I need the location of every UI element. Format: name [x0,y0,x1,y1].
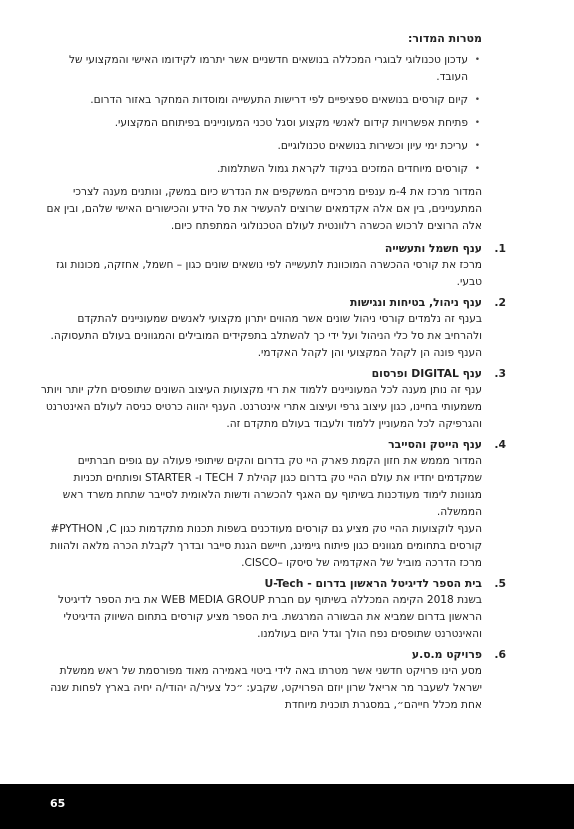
list-item: • עדכון טכנולוגי לבוגרי המכללה בנושאים חדשניים אשר יתרמו לקידומו האישי והמקצועי של העובד. [40,52,482,86]
branch-number: .4 [494,438,506,451]
branch-heading [40,240,506,257]
branch-title: ענף חשמל ותעשייה [384,242,482,255]
list-item: • קורסים מיוחדים המזכים בניקוד לקראת גמול השתלמות. [40,161,482,178]
section-title: מטרות המדור: [408,32,482,45]
branch-body: המדור מממש את חזון הקמת פארק היי טק בדרום והקים שיתופי פעולה עם גופים חברתיים שמקדמים יחדיו את עולם ההיי טק בדרום כגון קהילת 7 TECH ו- STARTER ופותחים תכניות מגוונות לימוד מעודכנות בשיתוף עם האגף להכשרה ודשות הלאומית לסייבר שתחת משרד ראש הממשלה. [62,455,482,518]
goals-list [40,52,482,178]
branch-title: פרויקט מ.ס.ע [411,648,482,661]
branch-utech [40,575,506,643]
branch-title: ענף ניהול, בטיחות ונגישות [350,296,482,309]
branch-number: .1 [494,242,506,255]
branch-masa [40,646,506,714]
branch-title: ענף הייטק והסייבר [388,438,482,451]
branch-body-continued: הענף לוקצועות ההיי טק מציע גם קורסים מעודכנים בשפות תכנות מתקדמות כגון PYTHON ,C# קורסים בתחומים מגוונים כגון פיתוח גיימינג, חיישם הגנת סייבר ובדרך לקבלת הכרה מלאה ולהוות מרכז הדרכה מוביל של האקדמיה של סיסקו –CISCO. [50,523,482,569]
page-content [40,30,506,717]
branch-heading [40,294,506,311]
footer-band [0,784,574,829]
branch-title: בית הספר לדיגיטל הראשון בדרום - U-Tech [264,577,482,590]
branch-body: מסע הינו פרויקט חדשני אשר מטרתו באה לידי ביטוי באמירה מאוד מפורסמת של ראש ממשלת ישראל לשעבר מר אריאל שרון יוזם הפרויקט, שקבע: ״כל צעיר/ה יהודי/ה יחיה בארץ לפחות שנה אחת מכלל חייהם״, במסגרת תוכנית מיוחדת [50,665,482,711]
branch-digital [40,365,506,433]
branch-heading [40,575,506,592]
branch-number: .6 [494,648,506,661]
branch-body: בשנת 2018 הקימה המכללה בשיתוף עם חברת WEB MEDIA GROUP את בית הספר לדיגיטל הראשון בדרום שמביא את הבשורה המרגשת. בית הספר מציע קורסים בתחום השיווק הדיגיטלי והאינטרנט שתופסים נפח הולך וגדל היום בעולמנו. [57,594,482,640]
intro-paragraph: המדור מרכז את 4-מ ענפים מרכזיים המשקפים את הנדרש כיום במשק, ונותנים מענה לצרכי המתעניינים, בין אם אלה אקדמאים שרוצים להעשיר את סל הידע והכישורים האישי שלהם, ובין אם אלה הרוצים לרכוש הכשרה רלוונטית לעולם הטכנולוגי המתפתח כיום. [46,186,482,232]
branch-body: ענף זה נותן מענה לכל המעוניינים ללמוד את רזי מקצועות העיצוב השונים שתופסים חלק יותר ויותר משמעותי בחיינו, כגון עיצוב גרפי ועיצוב אתרי אינטרנט. הענף יהווה כרטיס כניסה לעולם האינטרנט והגרפיקה לכל המעוניין ללמוד ולעבוד בעולם מתקדם זה. [40,384,482,430]
branch-hitech [40,436,506,572]
branch-heading [40,365,506,382]
branch-number: .2 [494,296,506,309]
branch-heading [40,436,506,453]
branch-body: בענף זה נלמדים קורסי ניהול שונים אשר מהווים יתרון מקצועי לאנשים שמעוניינים להתקדם ולהרחיב את סל כלי הניהול ועל ידי כך להשתלב בתפקידים המובילים והמגוונים בעולם התעסוקה. הענף פונה הן לקהל המקצועי והן לקהל האקדמי. [50,313,482,359]
list-item: • קיום קורסים בנושאים ספציפיים לפי דרישות התעשייה ומוסדות המחקר באזור הדרום. [40,92,482,109]
list-item: • פתיחת אפשרויות קידום לאנשי מקצוע וסגל טכני המעוניינים בפיתוחם המקצועי. [40,115,482,132]
list-item: • עריכת ימי עיון וכשירות בנושאים טכנולוגיים. [40,138,482,155]
page-number: 65 [50,797,66,810]
branch-heading [40,646,506,663]
branch-title: ענף DIGITAL ופרסום [371,367,482,380]
branch-number: .3 [494,367,506,380]
branch-management [40,294,506,362]
branch-body: מרכז את קורסי ההכשרה המוכוונת לתעשייה לפי נושאים שונים כגון – חשמל, אחזקה, מכונות וגז טבעי. [56,259,482,288]
branch-number: .5 [494,577,506,590]
branch-electrical [40,240,506,291]
